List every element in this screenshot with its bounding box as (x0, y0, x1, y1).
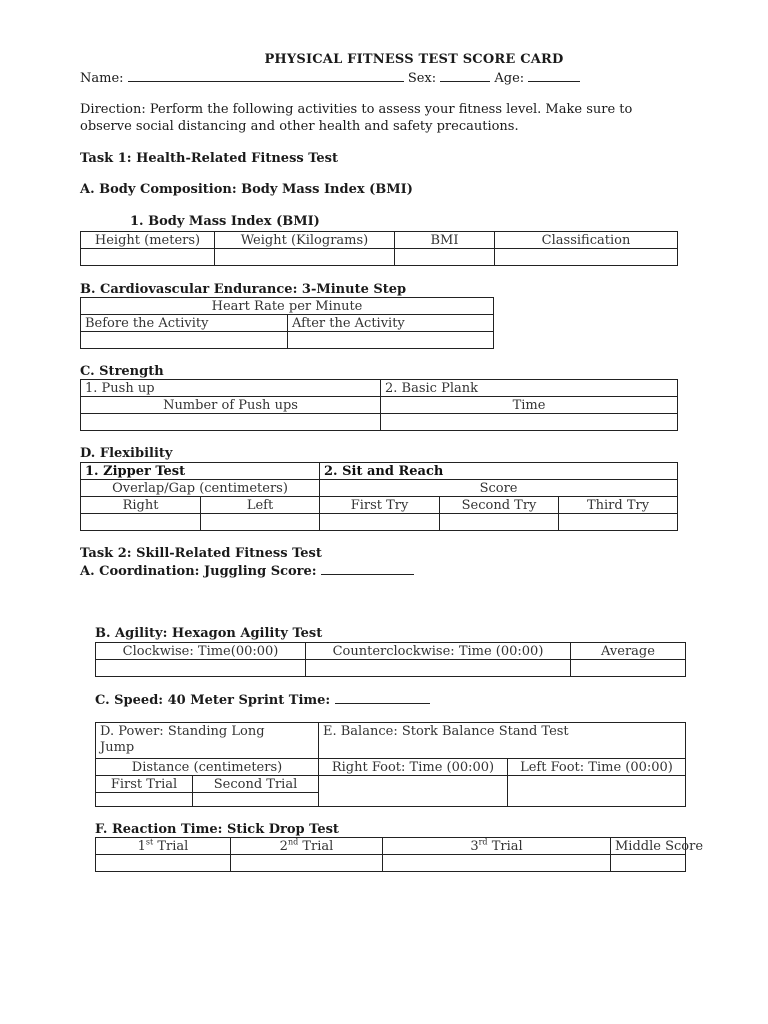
classification-header: Classification (495, 232, 678, 249)
clockwise-cell[interactable] (96, 660, 306, 677)
agility-table (95, 642, 686, 677)
bmi-table (80, 231, 678, 266)
strength-title: C. Strength (80, 364, 164, 379)
classification-cell[interactable] (495, 249, 678, 266)
reaction-title: F. Reaction Time: Stick Drop Test (95, 822, 339, 837)
name-label: Name: (80, 71, 124, 86)
heart-rate-header: Heart Rate per Minute (81, 298, 494, 315)
flexibility-table (80, 462, 678, 531)
second-try-cell[interactable] (440, 514, 559, 531)
trial-1-header: 1st Trial (96, 838, 231, 855)
push-up-cell[interactable] (81, 414, 381, 431)
counterclockwise-header: Counterclockwise: Time (00:00) (306, 643, 571, 660)
zipper-left-cell[interactable] (201, 514, 320, 531)
counterclockwise-cell[interactable] (306, 660, 571, 677)
trial-3-cell[interactable] (383, 855, 611, 872)
bmi-cell[interactable] (395, 249, 495, 266)
juggling-score-field[interactable] (321, 563, 414, 575)
left-foot-header: Left Foot: Time (00:00) (508, 759, 686, 776)
power-title-line-1: D. Power: Standing Long (100, 724, 265, 739)
power-balance-table (95, 722, 686, 807)
name-row (80, 70, 580, 86)
zipper-test-header: 1. Zipper Test (81, 463, 320, 480)
push-up-count-header: Number of Push ups (81, 397, 381, 414)
bmi-header: BMI (395, 232, 495, 249)
before-activity-header: Before the Activity (81, 315, 288, 332)
trial-2-header: 2nd Trial (231, 838, 383, 855)
score-header: Score (320, 480, 678, 497)
push-up-header: 1. Push up (81, 380, 381, 397)
strength-table (80, 379, 678, 431)
name-field[interactable] (128, 70, 404, 82)
coordination-title: A. Coordination: Juggling Score: (80, 564, 317, 579)
middle-score-cell[interactable] (611, 855, 686, 872)
clockwise-header: Clockwise: Time(00:00) (96, 643, 306, 660)
second-try-header: Second Try (440, 497, 559, 514)
overlap-header: Overlap/Gap (centimeters) (81, 480, 320, 497)
power-title-line-2: Jump (100, 740, 135, 755)
third-try-cell[interactable] (559, 514, 678, 531)
task2-title: Task 2: Skill-Related Fitness Test (80, 546, 322, 561)
sprint-time-field[interactable] (335, 692, 430, 704)
second-trial-header: Second Trial (193, 776, 319, 793)
agility-title: B. Agility: Hexagon Agility Test (95, 626, 323, 641)
trial-3-header: 3rd Trial (383, 838, 611, 855)
trial-2-cell[interactable] (231, 855, 383, 872)
before-activity-cell[interactable] (81, 332, 288, 349)
weight-header: Weight (Kilograms) (215, 232, 395, 249)
first-trial-header: First Trial (96, 776, 193, 793)
average-cell[interactable] (571, 660, 686, 677)
bmi-subtitle: 1. Body Mass Index (BMI) (130, 214, 320, 229)
left-foot-cell[interactable] (508, 776, 686, 807)
plank-cell[interactable] (381, 414, 678, 431)
coordination-row (80, 563, 414, 579)
average-header: Average (571, 643, 686, 660)
after-activity-cell[interactable] (288, 332, 494, 349)
sit-reach-header: 2. Sit and Reach (320, 463, 678, 480)
height-cell[interactable] (81, 249, 215, 266)
plank-time-header: Time (381, 397, 678, 414)
after-activity-header: After the Activity (288, 315, 494, 332)
sex-field[interactable] (440, 70, 490, 82)
body-composition-title: A. Body Composition: Body Mass Index (BMI) (80, 182, 413, 197)
sex-label: Sex: (407, 71, 437, 86)
second-trial-cell[interactable] (193, 793, 319, 807)
third-try-header: Third Try (559, 497, 678, 514)
heart-rate-table (80, 297, 494, 349)
task1-title: Task 1: Health-Related Fitness Test (80, 151, 339, 166)
age-label: Age: (494, 71, 525, 86)
distance-header: Distance (centimeters) (96, 759, 319, 776)
balance-header: E. Balance: Stork Balance Stand Test (319, 723, 686, 759)
page-title: PHYSICAL FITNESS TEST SCORE CARD (264, 52, 564, 67)
right-header: Right (81, 497, 201, 514)
left-header: Left (201, 497, 320, 514)
speed-title: C. Speed: 40 Meter Sprint Time: (95, 693, 331, 708)
cardio-title: B. Cardiovascular Endurance: 3-Minute Step (80, 282, 407, 297)
right-foot-cell[interactable] (319, 776, 508, 807)
speed-row (95, 692, 430, 708)
first-try-header: First Try (320, 497, 440, 514)
zipper-right-cell[interactable] (81, 514, 201, 531)
weight-cell[interactable] (215, 249, 395, 266)
trial-1-cell[interactable] (96, 855, 231, 872)
first-try-cell[interactable] (320, 514, 440, 531)
first-trial-cell[interactable] (96, 793, 193, 807)
direction-line-2: observe social distancing and other health and safety precautions. (80, 119, 519, 134)
height-header: Height (meters) (81, 232, 215, 249)
age-field[interactable] (528, 70, 580, 82)
power-header (96, 723, 319, 759)
right-foot-header: Right Foot: Time (00:00) (319, 759, 508, 776)
flexibility-title: D. Flexibility (80, 446, 173, 461)
plank-header: 2. Basic Plank (381, 380, 678, 397)
middle-score-header: Middle Score (611, 838, 686, 855)
reaction-table (95, 837, 704, 872)
direction-line-1: Direction: Perform the following activities to assess your fitness level. Make sure to (80, 102, 633, 117)
